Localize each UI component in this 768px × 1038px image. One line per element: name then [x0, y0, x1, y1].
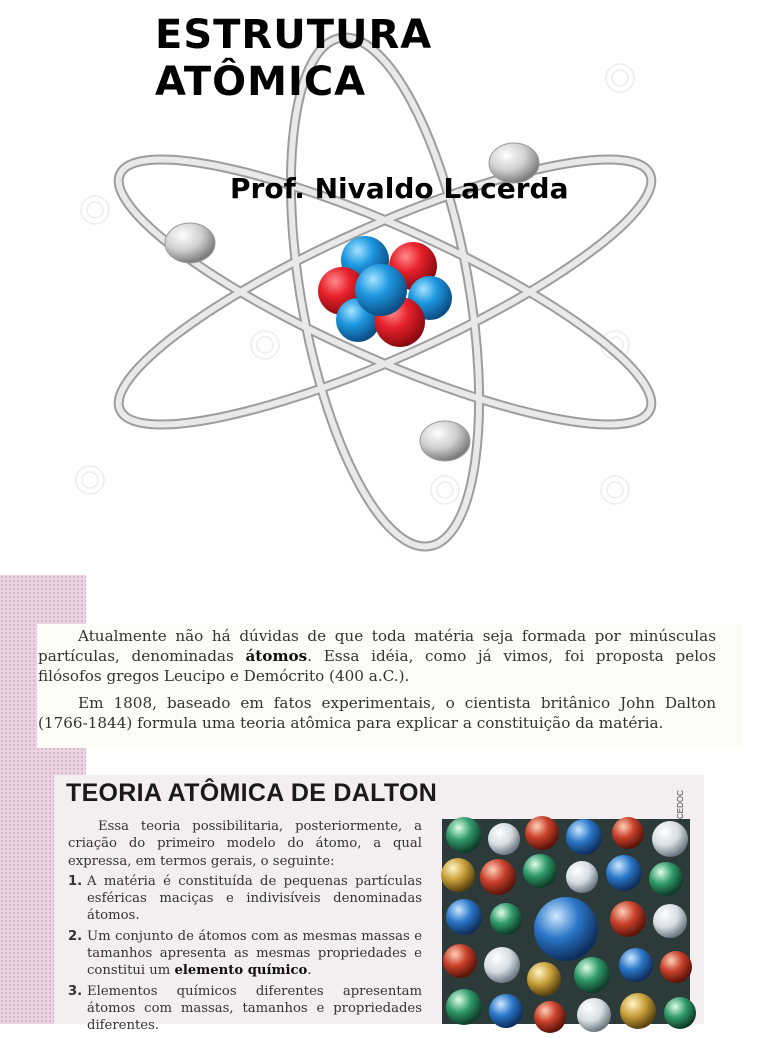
- section-title: TEORIA ATÔMICA DE DALTON: [66, 779, 438, 807]
- textbook-slide: [0, 575, 768, 1034]
- elemento-quimico-term: elemento químico: [174, 963, 308, 979]
- section-body: [68, 818, 422, 1038]
- list-item: 1. A matéria é constituída de pequenas partículas esféricas maciças e indivisíveis denominadas átomos.: [68, 873, 422, 924]
- title-line-1: ESTRUTURA: [155, 12, 433, 58]
- atomos-term: átomos: [245, 647, 308, 665]
- dalton-theory-box: [54, 775, 704, 1034]
- photo-credit: CEDOC: [676, 790, 685, 819]
- author-name: Prof. Nivaldo Lacerda: [230, 172, 569, 205]
- list-item: 3. Elementos químicos diferentes apresentam átomos com massas, tamanhos e propriedades diferentes.: [68, 983, 422, 1034]
- section-intro: Essa teoria possibilitaria, posteriormente, a criação do primeiro modelo do átomo, a qual expressa, em termos gerais, o seguinte:: [68, 819, 422, 869]
- marbles-photo: [442, 819, 690, 1024]
- intro-paragraph-1: Atualmente não há dúvidas de que toda matéria seja formada por minúsculas partículas, denominadas átomos. Essa idéia, como já vimos, foi proposta pelos filósofos gregos Leucipo e Demócrito (400 a.C.).: [38, 627, 716, 685]
- slide-title: [155, 12, 432, 106]
- list-item: 2. Um conjunto de átomos com as mesmas massas e tamanhos apresenta as mesmas propriedades e constitui um elemento químico.: [68, 928, 422, 979]
- intro-text-box: [37, 624, 742, 748]
- nucleus: [318, 236, 452, 347]
- postulates-list: [68, 873, 422, 1035]
- intro-paragraph-2: Em 1808, baseado em fatos experimentais, o cientista britânico John Dalton (1766-1844) formula uma teoria atômica para explicar a constituição da matéria.: [38, 694, 716, 732]
- title-line-2: ATÔMICA: [155, 59, 367, 105]
